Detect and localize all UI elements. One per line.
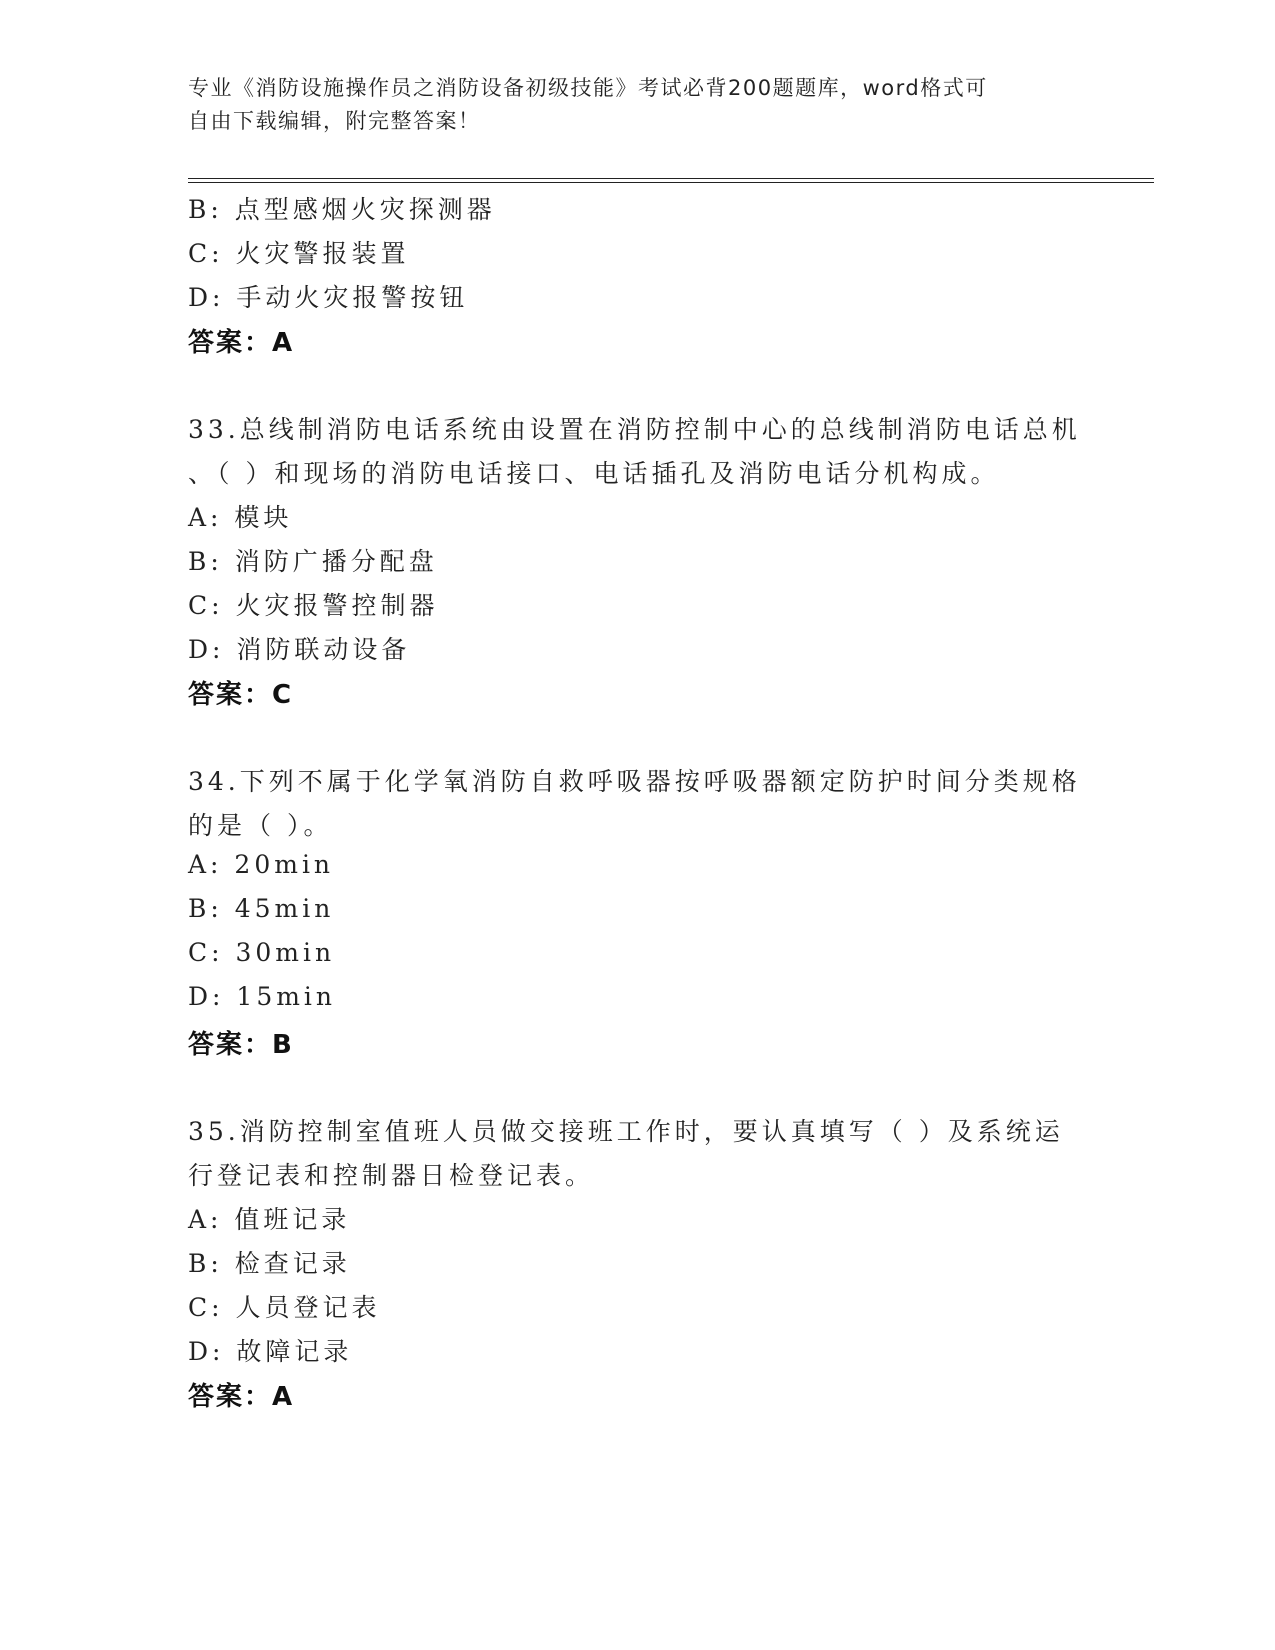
q35-answer: 答案：A bbox=[188, 1382, 295, 1412]
header-line-2: 自由下载编辑，附完整答案！ bbox=[188, 109, 481, 133]
q34-option-a: A: 20min bbox=[188, 850, 335, 879]
q34-stem-line-2: 的是（ ）。 bbox=[188, 811, 333, 840]
q33-option-b: B: 消防广播分配盘 bbox=[188, 547, 438, 576]
document-header bbox=[188, 72, 1068, 138]
q33-stem-line-1: 33.总线制消防电话系统由设置在消防控制中心的总线制消防电话总机 bbox=[188, 415, 1081, 444]
q34-option-d: D: 15min bbox=[188, 982, 337, 1011]
q34-stem-line-1: 34.下列不属于化学氧消防自救呼吸器按呼吸器额定防护时间分类规格 bbox=[188, 767, 1081, 796]
q34-answer: 答案：B bbox=[188, 1030, 294, 1060]
q32-option-d: D: 手动火灾报警按钮 bbox=[188, 283, 469, 312]
q35-option-a: A: 值班记录 bbox=[188, 1205, 351, 1234]
q35-option-b: B: 检查记录 bbox=[188, 1249, 351, 1278]
header-divider-bottom bbox=[188, 182, 1154, 183]
q33-stem-line-2: 、（ ）和现场的消防电话接口、电话插孔及消防电话分机构成。 bbox=[188, 459, 1000, 488]
q33-option-d: D: 消防联动设备 bbox=[188, 635, 411, 664]
q34-option-c: C: 30min bbox=[188, 938, 336, 967]
header-divider-top bbox=[188, 178, 1154, 179]
q34-option-b: B: 45min bbox=[188, 894, 335, 923]
q32-answer: 答案：A bbox=[188, 328, 295, 358]
q32-option-c: C: 火灾警报装置 bbox=[188, 239, 410, 268]
q33-answer: 答案：C bbox=[188, 680, 294, 710]
header-line-1: 专业《消防设施操作员之消防设备初级技能》考试必背200题题库，word格式可 bbox=[188, 76, 988, 100]
q35-stem-line-1: 35.消防控制室值班人员做交接班工作时，要认真填写（ ）及系统运 bbox=[188, 1117, 1064, 1146]
q32-option-b: B: 点型感烟火灾探测器 bbox=[188, 195, 496, 224]
q33-option-a: A: 模块 bbox=[188, 503, 293, 532]
q35-option-d: D: 故障记录 bbox=[188, 1337, 353, 1366]
q33-option-c: C: 火灾报警控制器 bbox=[188, 591, 439, 620]
q35-option-c: C: 人员登记表 bbox=[188, 1293, 381, 1322]
q35-stem-line-2: 行登记表和控制器日检登记表。 bbox=[188, 1161, 595, 1190]
